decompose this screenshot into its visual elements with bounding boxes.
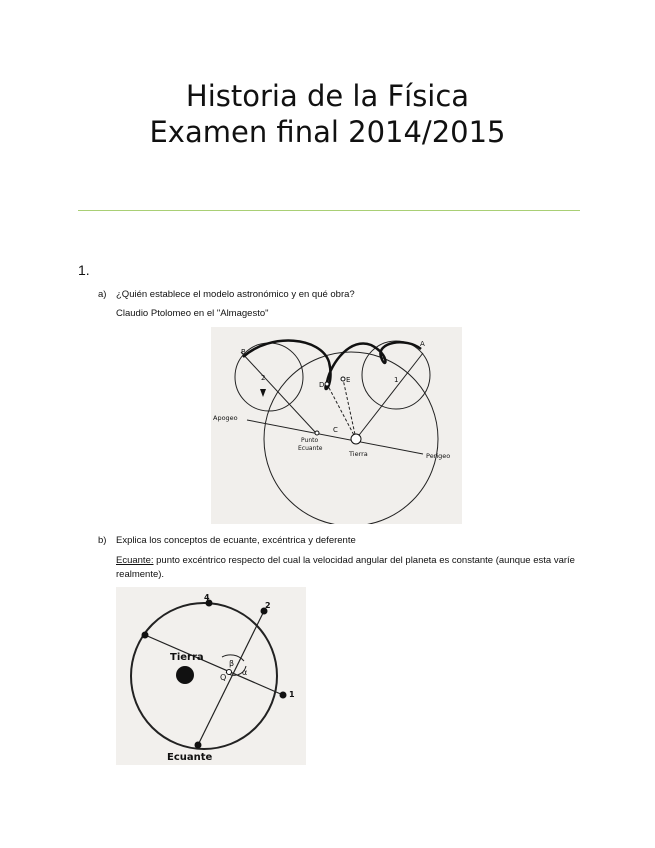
title-line-1: Historia de la Física: [185, 79, 470, 113]
equant-circle: [131, 603, 277, 749]
earth-dot: [176, 666, 194, 684]
title-divider: [78, 210, 580, 211]
label-perigeo: Perigeo: [426, 452, 451, 460]
point-e-marker: [341, 377, 345, 381]
ptolemaic-epicycle-figure: [211, 327, 462, 524]
label-2: 2: [261, 374, 266, 382]
label-b: B: [241, 348, 246, 356]
label-ecuante: Ecuante: [298, 445, 323, 452]
part-b-answer: [116, 554, 576, 582]
ecuante-term: Ecuante:: [116, 555, 154, 566]
title-line-2: Examen final 2014/2015: [149, 115, 506, 149]
diameter-line-2: [198, 611, 264, 745]
label-ecuante-2: Ecuante: [167, 752, 213, 763]
earth-marker: [351, 434, 361, 444]
equant-figure: [116, 587, 306, 765]
epicycle-right: [362, 341, 430, 409]
label-c: C: [333, 426, 338, 434]
question-number: 1.: [78, 262, 90, 278]
radius-line-right: [356, 353, 423, 439]
center-point: [227, 670, 232, 675]
label-beta: β: [229, 659, 235, 668]
equant-marker: [315, 431, 319, 435]
label-n1: 1: [289, 690, 295, 699]
part-a-answer: Claudio Ptolomeo en el "Almagesto": [116, 308, 269, 319]
label-d: D: [319, 381, 325, 389]
label-apogeo: Apogeo: [213, 414, 238, 422]
point-d-marker: [325, 382, 329, 386]
ecuante-definition: punto excéntrico respecto del cual la velocidad angular del planeta es constante (aunque esta varíe realmente).: [116, 555, 575, 580]
document-title: [0, 78, 655, 150]
part-b-label: b): [98, 535, 107, 546]
label-a: A: [420, 340, 425, 348]
label-tierra: Tierra: [349, 450, 368, 458]
label-n4: 4: [204, 593, 210, 602]
point-1-dot: [280, 692, 287, 699]
label-tierra-2: Tierra: [170, 652, 204, 663]
label-punto: Punto: [301, 437, 319, 444]
label-e: E: [346, 376, 351, 384]
part-a-label: a): [98, 289, 107, 300]
part-b-question: Explica los conceptos de ecuante, excéntrica y deferente: [116, 535, 356, 546]
sight-line-e: [343, 379, 356, 439]
diameter-line-1: [145, 635, 283, 695]
equant-dot: [195, 742, 202, 749]
direction-arrow: [260, 389, 266, 397]
sight-line-d: [327, 384, 356, 439]
label-alpha: α: [242, 668, 248, 677]
part-a-question: ¿Quién establece el modelo astronómico y en qué obra?: [116, 289, 355, 300]
left-dot: [142, 632, 149, 639]
label-n2: 2: [265, 601, 271, 610]
label-1: 1: [394, 376, 399, 384]
label-q: Q: [220, 673, 227, 682]
